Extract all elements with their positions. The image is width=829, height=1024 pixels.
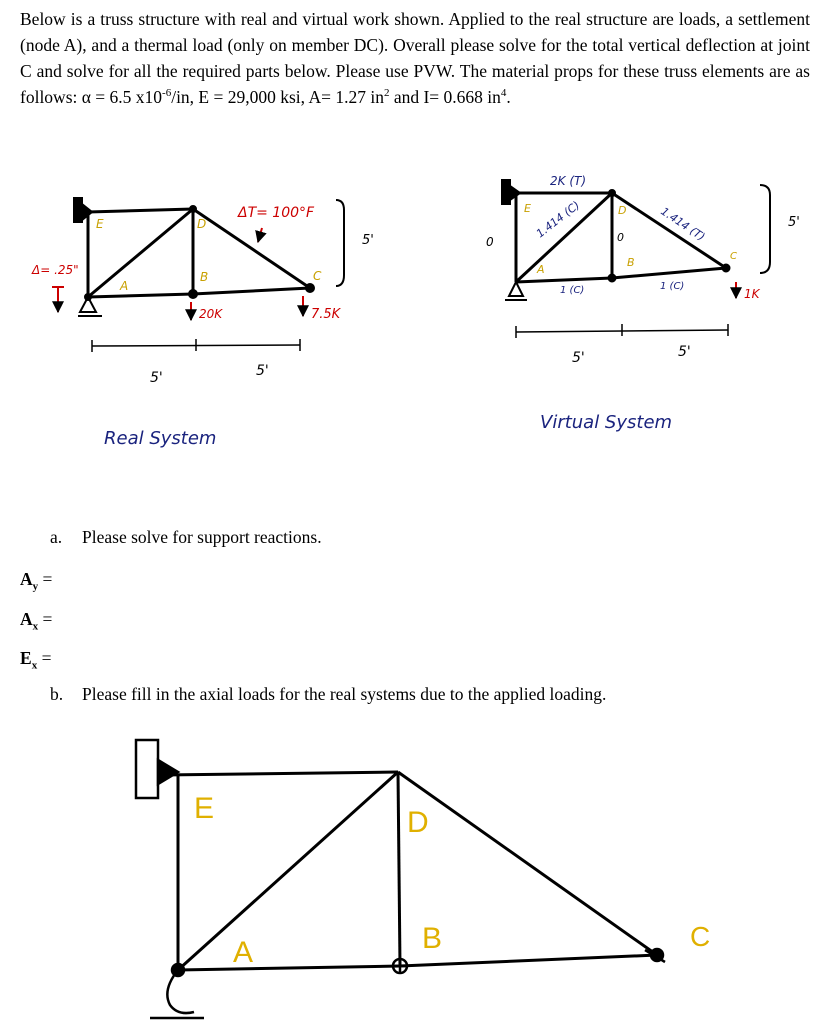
statement-text-3: and I= 0.668 in — [389, 87, 501, 107]
b-member-db — [398, 772, 400, 966]
b-node-e: E — [194, 792, 215, 825]
b-member-ab — [178, 966, 400, 970]
inertia-exponent: 4 — [500, 87, 507, 100]
v-member-bc — [612, 268, 726, 278]
b-node-c: C — [690, 921, 711, 952]
v-span-1: 5' — [572, 350, 585, 366]
joint-d-dot — [190, 206, 196, 212]
height-bracket — [336, 200, 344, 286]
v-member-ab — [516, 278, 612, 282]
real-node-c: C — [313, 269, 322, 283]
wall-support-e — [74, 198, 82, 222]
question-b-label: b. — [50, 684, 64, 704]
real-system-caption: Real System — [104, 428, 217, 449]
v-node-e: E — [524, 202, 531, 215]
answer-ax[interactable]: $A_x$ = — [20, 609, 53, 633]
b-node-d: D — [407, 806, 429, 839]
question-a-text: Please solve for support reactions. — [82, 527, 322, 547]
answer-ex[interactable]: $E_x$ = — [20, 648, 52, 672]
answer-ay[interactable]: $A_y$ = — [20, 569, 53, 593]
joint-c-dot — [306, 284, 314, 292]
member-bc — [193, 288, 310, 294]
b-node-b: B — [422, 922, 443, 955]
b-member-bc — [400, 955, 657, 966]
real-node-e: E — [96, 217, 104, 231]
alpha-exponent: -6 — [162, 87, 172, 100]
statement-text-2: /in, E = 29,000 ksi, A= 1.27 in — [171, 87, 384, 107]
thermal-arrow — [258, 228, 262, 242]
joint-a-dot — [85, 294, 91, 300]
v-force-bc: 1 (C) — [660, 281, 685, 292]
real-span-2: 5' — [256, 363, 269, 379]
v-node-d: D — [618, 204, 627, 217]
real-node-d: D — [197, 217, 207, 231]
v-force-ad: 1.414 (C) — [533, 198, 583, 241]
question-a-label: a. — [50, 527, 63, 547]
b-member-ed — [162, 772, 398, 775]
joint-b-dot — [189, 290, 197, 298]
v-zero-db: 0 — [617, 231, 624, 244]
area-exponent: 2 — [383, 87, 390, 100]
real-span-1: 5' — [150, 370, 163, 386]
v-node-c: C — [730, 251, 737, 262]
v-zero-e: 0 — [486, 235, 494, 249]
thermal-load-label: ΔT= 100°F — [238, 205, 315, 221]
v-height: 5' — [788, 215, 800, 230]
question-b-text: Please fill in the axial loads for the real systems due to the applied loading. — [82, 684, 607, 704]
v-load-label: 1K — [744, 287, 760, 301]
v-node-a: A — [537, 263, 545, 276]
statement-text: Below is a truss structure with real and virtual work shown. Applied to the real structure are loads, a settlement (node A), and a thermal load (only on member DC). Overall please solve for the total vertical deflection at joint C and solve for all the required parts below. Please use PVW. The material props for these truss elements are as follows: α = 6.5 x10 — [20, 9, 810, 107]
v-force-dc: 1.414 (T) — [658, 204, 708, 244]
settlement-label: Δ= .25" — [32, 263, 79, 277]
load-b-label: 20K — [199, 307, 223, 321]
member-ad — [88, 209, 193, 297]
b-node-a: A — [233, 936, 254, 969]
load-c-label: 7.5K — [311, 307, 341, 322]
v-node-b: B — [627, 256, 635, 269]
member-ab — [88, 294, 193, 297]
virtual-system-caption: Virtual System — [540, 412, 673, 433]
question-a — [50, 527, 322, 548]
question-b — [50, 684, 606, 705]
v-force-ed: 2K (T) — [550, 174, 587, 188]
member-ed — [88, 209, 193, 212]
v-height-bracket — [760, 185, 770, 273]
v-force-ab: 1 (C) — [560, 285, 585, 296]
real-node-a: A — [120, 279, 129, 293]
real-node-b: B — [200, 270, 209, 284]
real-height: 5' — [362, 233, 374, 248]
v-span-2: 5' — [678, 344, 691, 360]
problem-statement: Below is a truss structure with real and virtual work shown. Applied to the real structure are loads, a settlement (node A), and a thermal load (only on member DC). Overall please solve for the total vertical deflection at joint C and solve for all the required parts below. Please use PVW. The material props for these truss elements are as follows: α = 6.5 $x10^{-6}/in$, E = 29,000 ksi, A= 1.27 $in^2$ and I= 0.668 $in^4$. — [20, 9, 810, 107]
